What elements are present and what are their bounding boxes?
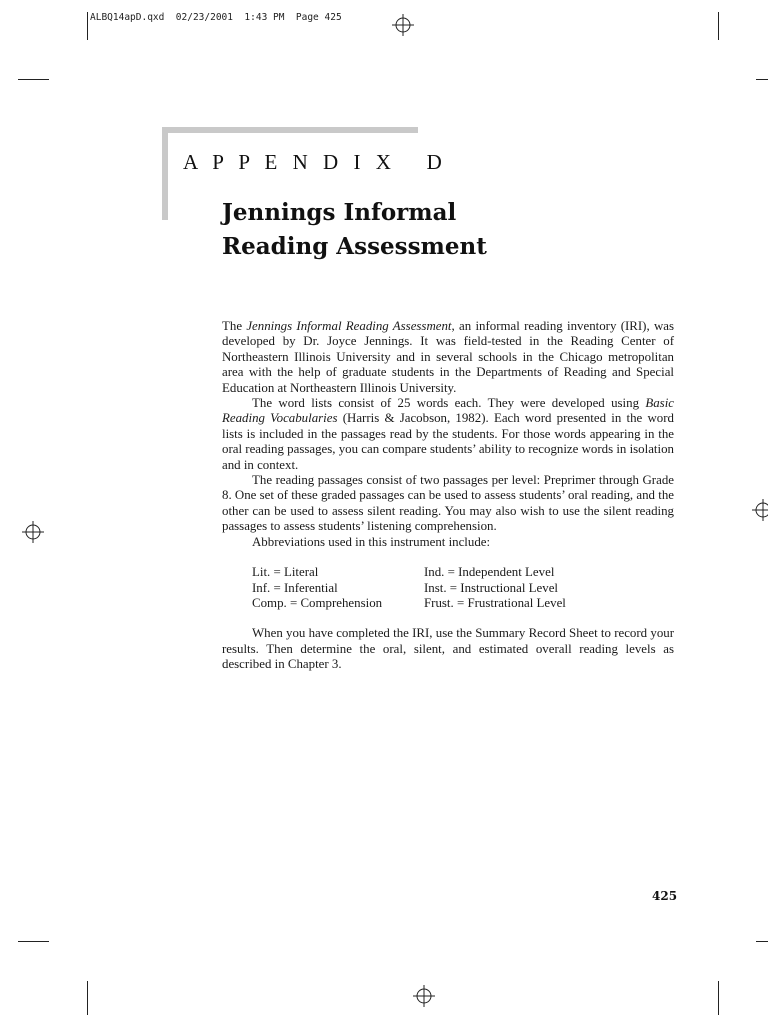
crop-mark-right-bottom-horizontal (756, 941, 768, 942)
registration-mark-top-icon (392, 14, 414, 36)
page-number: 425 (652, 889, 678, 903)
page-title-line-2: Reading Assessment (222, 233, 487, 260)
abbreviation-item: Comp. = Comprehension (252, 595, 383, 610)
abbreviation-item: Lit. = Literal (252, 565, 319, 580)
crop-mark-left-top-horizontal (18, 79, 49, 80)
paragraph-word-lists-prefix: The word lists consist of 25 words each. They were developed using (252, 396, 646, 411)
paragraph-summary: When you have completed the IRI, use the Summary Record Sheet to record your results. Then determine the oral, silent, and estimated overall reading levels as described in Chapter 3. (222, 626, 674, 672)
print-slug: ALBQ14apD.qxd 02/23/2001 1:43 PM Page 425 (90, 12, 342, 23)
paragraph-abbreviations-intro: Abbreviations used in this instrument include: (252, 534, 491, 549)
registration-mark-right-icon (752, 499, 768, 521)
crop-mark-top-left-vertical (87, 12, 88, 40)
crop-mark-top-right-vertical (718, 12, 719, 40)
abbreviation-item: Inst. = Instructional Level (424, 580, 558, 595)
body-text (222, 319, 674, 673)
registration-mark-bottom-icon (413, 985, 435, 1007)
abbreviations-list (252, 565, 674, 611)
paragraph-passages: The reading passages consist of two passages per level: Preprimer through Grade 8. One set of these graded passages can be used to assess students’ oral reading, and the other can be used to assess silent reading. You may also wish to use the silent reading passages to assess students’ listening comprehension. (222, 473, 674, 534)
paragraph-intro-rest: , an informal reading inventory (IRI), was developed by Dr. Joyce Jennings. It was field-tested in the Reading Center of Northeastern Illinois University and in several schools in the Chicago metropolitan area with the help of graduate students in the Departments of Reading and Special Education at Northeastern Illinois University. (222, 319, 674, 395)
paragraph-word-lists-italic-title: Basic Reading Vocabularies (222, 396, 674, 426)
paragraph-intro (222, 319, 674, 396)
paragraph-word-lists (222, 396, 674, 473)
decorative-rule-vertical (162, 127, 168, 220)
abbreviation-item: Inf. = Inferential (252, 580, 338, 595)
paragraph-intro-italic-title: Jennings Informal Reading Assessment (246, 319, 452, 333)
decorative-rule-horizontal (162, 127, 418, 133)
crop-mark-bottom-left-vertical (87, 981, 88, 1015)
registration-mark-left-icon (22, 521, 44, 543)
crop-mark-left-bottom-horizontal (18, 941, 49, 942)
abbreviation-item: Frust. = Frustrational Level (424, 595, 566, 610)
appendix-label: A P P E N D I X D (183, 150, 447, 174)
page-title (222, 196, 487, 264)
paragraph-intro-prefix: The (222, 319, 247, 333)
paragraph-word-lists-rest: (Harris & Jacobson, 1982). Each word presented in the word lists is included in the passages read by the students. For those words appearing in the oral reading passages, you can compare students’ ability to recognize words in isolation and in context. (222, 411, 674, 472)
page-title-line-1: Jennings Informal (222, 199, 457, 226)
crop-mark-bottom-right-vertical (718, 981, 719, 1015)
abbreviation-item: Ind. = Independent Level (424, 565, 555, 580)
crop-mark-right-top-horizontal (756, 79, 768, 80)
